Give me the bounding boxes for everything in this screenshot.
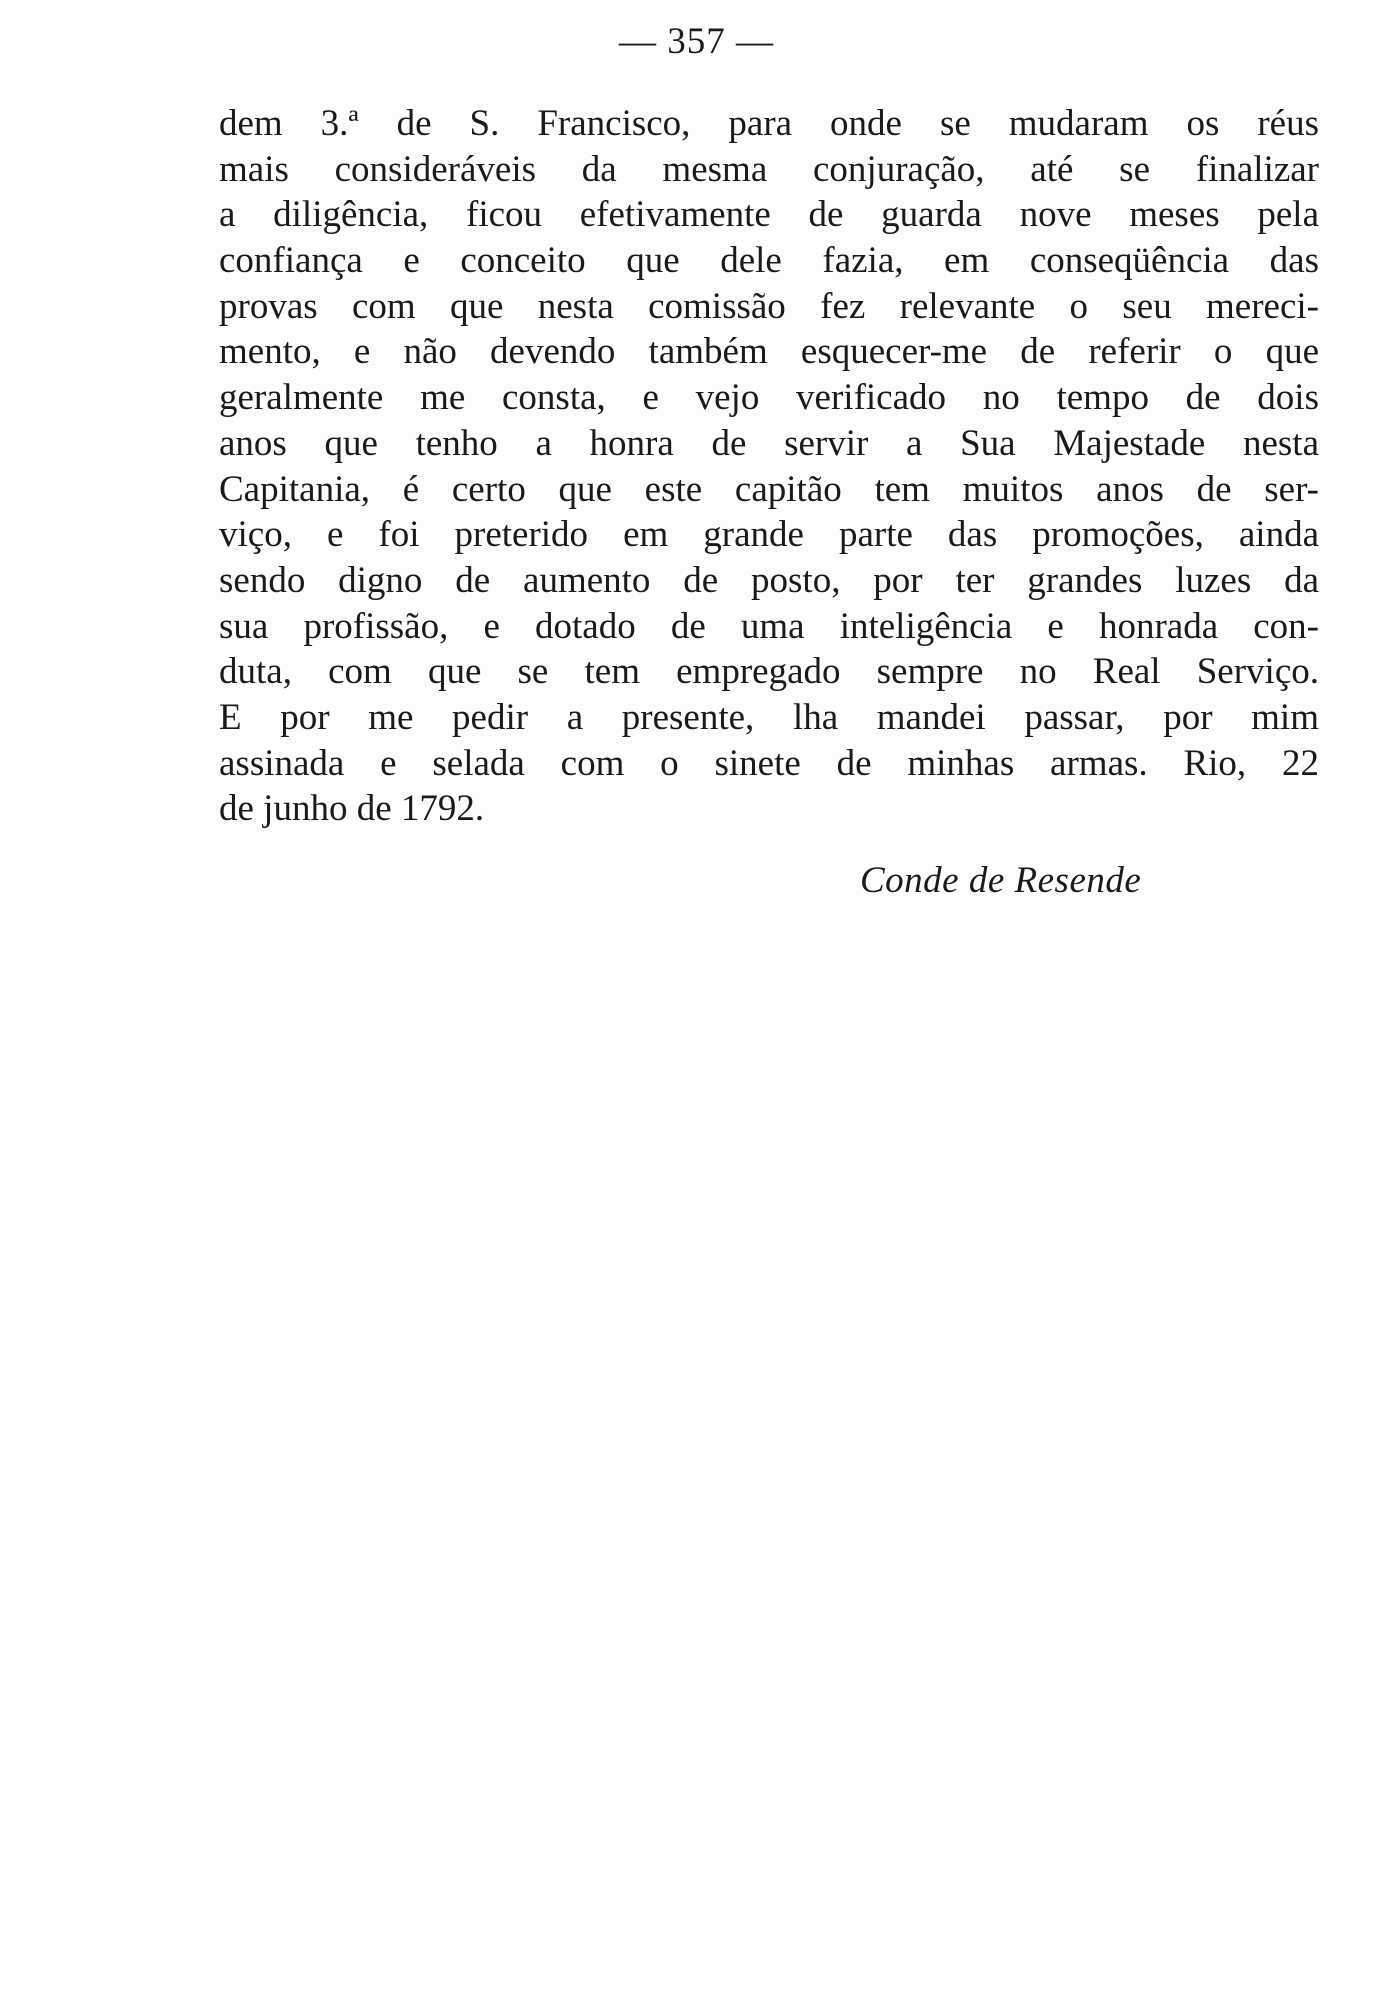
text-line: dem 3.ª de S. Francisco, para onde se mudaram os réus bbox=[219, 103, 1319, 144]
body-paragraph bbox=[219, 101, 1319, 832]
text-line: assinada e selada com o sinete de minhas armas. Rio, 22 bbox=[219, 742, 1319, 784]
text-line: duta, com que se tem empregado sempre no Real Serviço. bbox=[219, 651, 1319, 693]
text-line: viço, e foi preterido em grande parte das promoções, ainda bbox=[219, 514, 1319, 556]
signature: Conde de Resende bbox=[860, 860, 1142, 901]
text-line: Capitania, é certo que este capitão tem muitos anos de ser- bbox=[219, 468, 1319, 510]
text-line: E por me pedir a presente, lha mandei passar, por mim bbox=[219, 696, 1319, 738]
text-line: provas com que nesta comissão fez relevante o seu mereci- bbox=[219, 285, 1319, 327]
text-line: sua profissão, e dotado de uma inteligência e honrada con- bbox=[219, 605, 1319, 647]
text-line: a diligência, ficou efetivamente de guarda nove meses pela bbox=[219, 194, 1319, 236]
text-line-last: de junho de 1792. bbox=[219, 788, 485, 830]
text-line: confiança e conceito que dele fazia, em conseqüência das bbox=[219, 240, 1319, 282]
text-line: anos que tenho a honra de servir a Sua Majestade nesta bbox=[219, 422, 1319, 464]
text-line: sendo digno de aumento de posto, por ter grandes luzes da bbox=[219, 559, 1319, 601]
text-line: geralmente me consta, e vejo verificado no tempo de dois bbox=[219, 377, 1319, 419]
page-number: — 357 — bbox=[619, 21, 774, 62]
text-line: mais consideráveis da mesma conjuração, até se finalizar bbox=[219, 148, 1319, 190]
text-line: mento, e não devendo também esquecer-me de referir o que bbox=[219, 331, 1319, 373]
